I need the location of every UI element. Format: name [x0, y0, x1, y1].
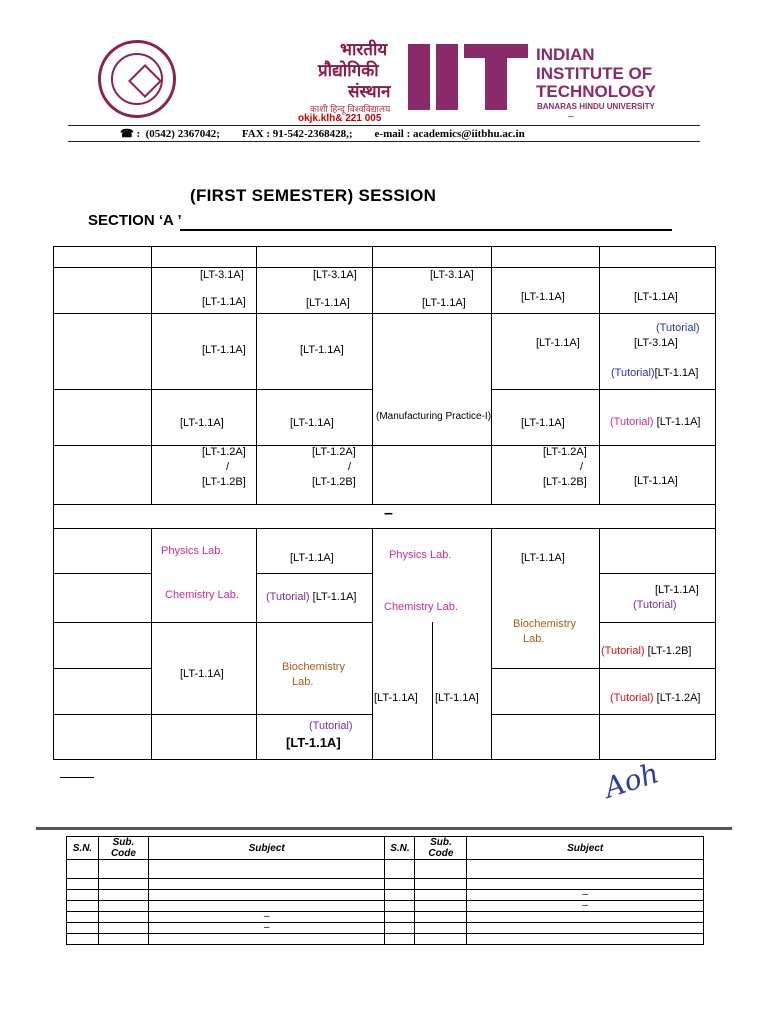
table-row	[67, 860, 704, 879]
table-cell	[385, 860, 415, 879]
hindi-name-line1: भारतीय	[340, 40, 388, 59]
table-cell	[148, 901, 385, 912]
table-cell	[385, 890, 415, 901]
cell-r8-c6: (Tutorial) [LT-1.2B]	[601, 645, 692, 657]
cell-r4-c5-sep: /	[580, 461, 584, 473]
cell-r6-c3-room: [LT-1.1A]	[290, 552, 334, 564]
table-cell	[415, 901, 467, 912]
cell-biochemistry-lab-suffix: Lab.	[523, 633, 545, 645]
table-cell	[467, 860, 704, 879]
table-row	[67, 912, 704, 923]
table-cell: –	[467, 890, 704, 901]
cell-r3-c5-room: [LT-1.1A]	[521, 417, 565, 429]
page-divider	[36, 827, 732, 830]
cell-r1-c3-room: [LT-3.1A]	[313, 269, 357, 281]
institute-university-name: BANARAS HINDU UNIVERSITY	[537, 102, 655, 111]
iit-logo-bar-2	[436, 44, 458, 110]
cell-r1-c2-room: [LT-3.1A]	[200, 269, 244, 281]
page-title: (FIRST SEMESTER) SESSION	[190, 186, 437, 205]
timetable-grid	[53, 246, 716, 760]
table-cell	[67, 860, 99, 879]
signature: Aoh	[600, 756, 663, 805]
cell-r9-c4-room2: [LT-1.1A]	[435, 692, 479, 704]
subjects-table-header	[67, 837, 704, 860]
cell-r4-c5-room: [LT-1.2A]	[543, 446, 587, 458]
section-underline	[180, 229, 672, 231]
cell-r2-c2-room: [LT-1.1A]	[202, 344, 246, 356]
table-row	[67, 923, 704, 934]
cell-r4-c2-room2: [LT-1.2B]	[202, 476, 246, 488]
cell-r3-c3-room: [LT-1.1A]	[290, 417, 334, 429]
cell-r3-c6: (Tutorial) [LT-1.1A]	[610, 416, 701, 428]
section-label: SECTION ‘A ’	[88, 212, 182, 229]
table-cell	[415, 890, 467, 901]
table-cell: –	[467, 901, 704, 912]
table-cell	[415, 879, 467, 890]
cell-biochemistry-lab: Biochemistry	[513, 618, 576, 630]
table-cell	[67, 912, 99, 923]
cell-r4-c3-room2: [LT-1.2B]	[312, 476, 356, 488]
table-cell	[67, 890, 99, 901]
institute-name-line2: INSTITUTE OF	[536, 64, 653, 83]
cell-r4-c3-sep: /	[348, 461, 352, 473]
cell-r4-c3-room: [LT-1.2A]	[312, 446, 356, 458]
hindi-university-line: काशी हिन्दू विश्वविद्यालय	[310, 104, 391, 114]
header-sub-code: Sub. Code	[98, 837, 148, 860]
table-cell	[148, 934, 385, 945]
cell-biochemistry-lab-2-suffix: Lab.	[292, 676, 314, 688]
cell-r4-c2-room: [LT-1.2A]	[202, 446, 246, 458]
cell-r1-c2-room2: [LT-1.1A]	[202, 296, 246, 308]
cell-r1-c4-room2: [LT-1.1A]	[422, 297, 466, 309]
header-sub-code-2: Sub. Code	[415, 837, 467, 860]
table-cell	[467, 879, 704, 890]
table-row	[67, 934, 704, 945]
table-cell	[385, 923, 415, 934]
table-cell	[67, 879, 99, 890]
cell-r9-c4-room: [LT-1.1A]	[374, 692, 418, 704]
cell-r4-c5-room2: [LT-1.2B]	[543, 476, 587, 488]
cell-r7-c6-room: [LT-1.1A]	[655, 584, 699, 596]
cell-r2-c6-tutorial2: (Tutorial)[LT-1.1A]	[611, 367, 699, 379]
table-cell	[467, 912, 704, 923]
table-cell	[385, 901, 415, 912]
cell-r2-c5-room: [LT-1.1A]	[536, 337, 580, 349]
table-cell	[98, 860, 148, 879]
cell-biochemistry-lab-2: Biochemistry	[282, 661, 345, 673]
header-top-rule	[68, 125, 700, 126]
cell-r2-c6-tutorial: (Tutorial)	[656, 322, 700, 334]
institute-name-line1: INDIAN	[536, 45, 595, 64]
iit-logo-bar-1	[408, 44, 430, 110]
header-sn-2: S.N.	[385, 837, 415, 860]
table-cell	[98, 890, 148, 901]
header-subject: Subject	[148, 837, 385, 860]
table-cell	[98, 879, 148, 890]
institute-seal-logo	[98, 40, 176, 118]
table-cell	[385, 912, 415, 923]
table-cell	[415, 860, 467, 879]
table-cell: –	[148, 923, 385, 934]
hindi-name-line2: प्रौद्योगिकी	[318, 61, 379, 80]
cell-r9-c2-room: [LT-1.1A]	[180, 668, 224, 680]
table-row	[67, 890, 704, 901]
header-sn: S.N.	[67, 837, 99, 860]
cell-r7-c3: (Tutorial) [LT-1.1A]	[266, 591, 357, 603]
cell-chemistry-lab: Chemistry Lab.	[165, 589, 239, 601]
table-row	[67, 901, 704, 912]
table-cell	[385, 934, 415, 945]
cell-workshop-label: (Manufacturing Practice-I)	[376, 411, 492, 422]
cell-r4-c6-room: [LT-1.1A]	[634, 475, 678, 487]
table-cell	[98, 923, 148, 934]
table-cell	[98, 901, 148, 912]
table-cell	[467, 934, 704, 945]
table-cell	[148, 860, 385, 879]
iit-logo-t-stem	[485, 44, 507, 110]
cell-r6-c5-room: [LT-1.1A]	[521, 552, 565, 564]
table-row	[67, 879, 704, 890]
table-cell	[415, 934, 467, 945]
hindi-postal-code: okjk.klh& 221 005	[298, 113, 382, 124]
institute-name-line3: TECHNOLOGY	[536, 82, 656, 101]
cell-r2-c6-room: [LT-3.1A]	[634, 337, 678, 349]
table-cell	[415, 923, 467, 934]
cell-r10-c3-room: [LT-1.1A]	[286, 735, 341, 750]
header-subject-2: Subject	[467, 837, 704, 860]
cell-physics-lab: Physics Lab.	[161, 545, 224, 557]
cell-r1-c3-room2: [LT-1.1A]	[306, 297, 350, 309]
cell-r4-c2-sep: /	[226, 461, 230, 473]
cell-r1-c4-room: [LT-3.1A]	[430, 269, 474, 281]
table-cell: –	[148, 912, 385, 923]
subjects-table	[66, 836, 704, 945]
table-cell	[98, 912, 148, 923]
hindi-name-line3: संस्थान	[348, 82, 391, 101]
table-cell	[67, 901, 99, 912]
contact-line: ☎ : (0542) 2367042; FAX : 91-542-2368428,; e-mail : academics@iitbhu.ac.in	[120, 128, 525, 140]
table-cell	[467, 923, 704, 934]
lunch-break-dash: –	[384, 505, 393, 522]
table-cell	[148, 890, 385, 901]
cell-chemistry-lab-2: Chemistry Lab.	[384, 601, 458, 613]
table-cell	[385, 879, 415, 890]
header-dash: –	[568, 111, 574, 122]
cell-r2-c3-room: [LT-1.1A]	[300, 344, 344, 356]
table-cell	[98, 934, 148, 945]
cell-physics-lab-2: Physics Lab.	[389, 549, 452, 561]
cell-r1-c5-room: [LT-1.1A]	[521, 291, 565, 303]
header-bottom-rule	[68, 141, 700, 142]
cell-r9-c6: (Tutorial) [LT-1.2A]	[610, 692, 701, 704]
cell-r10-c3-tutorial: (Tutorial)	[309, 720, 353, 732]
cell-r7-c6-tutorial: (Tutorial)	[633, 599, 677, 611]
cell-r1-c6-room: [LT-1.1A]	[634, 291, 678, 303]
cell-r3-c2-room: [LT-1.1A]	[180, 417, 224, 429]
note-underline	[60, 777, 94, 778]
table-cell	[67, 934, 99, 945]
table-cell	[67, 923, 99, 934]
table-cell	[415, 912, 467, 923]
table-cell	[148, 879, 385, 890]
